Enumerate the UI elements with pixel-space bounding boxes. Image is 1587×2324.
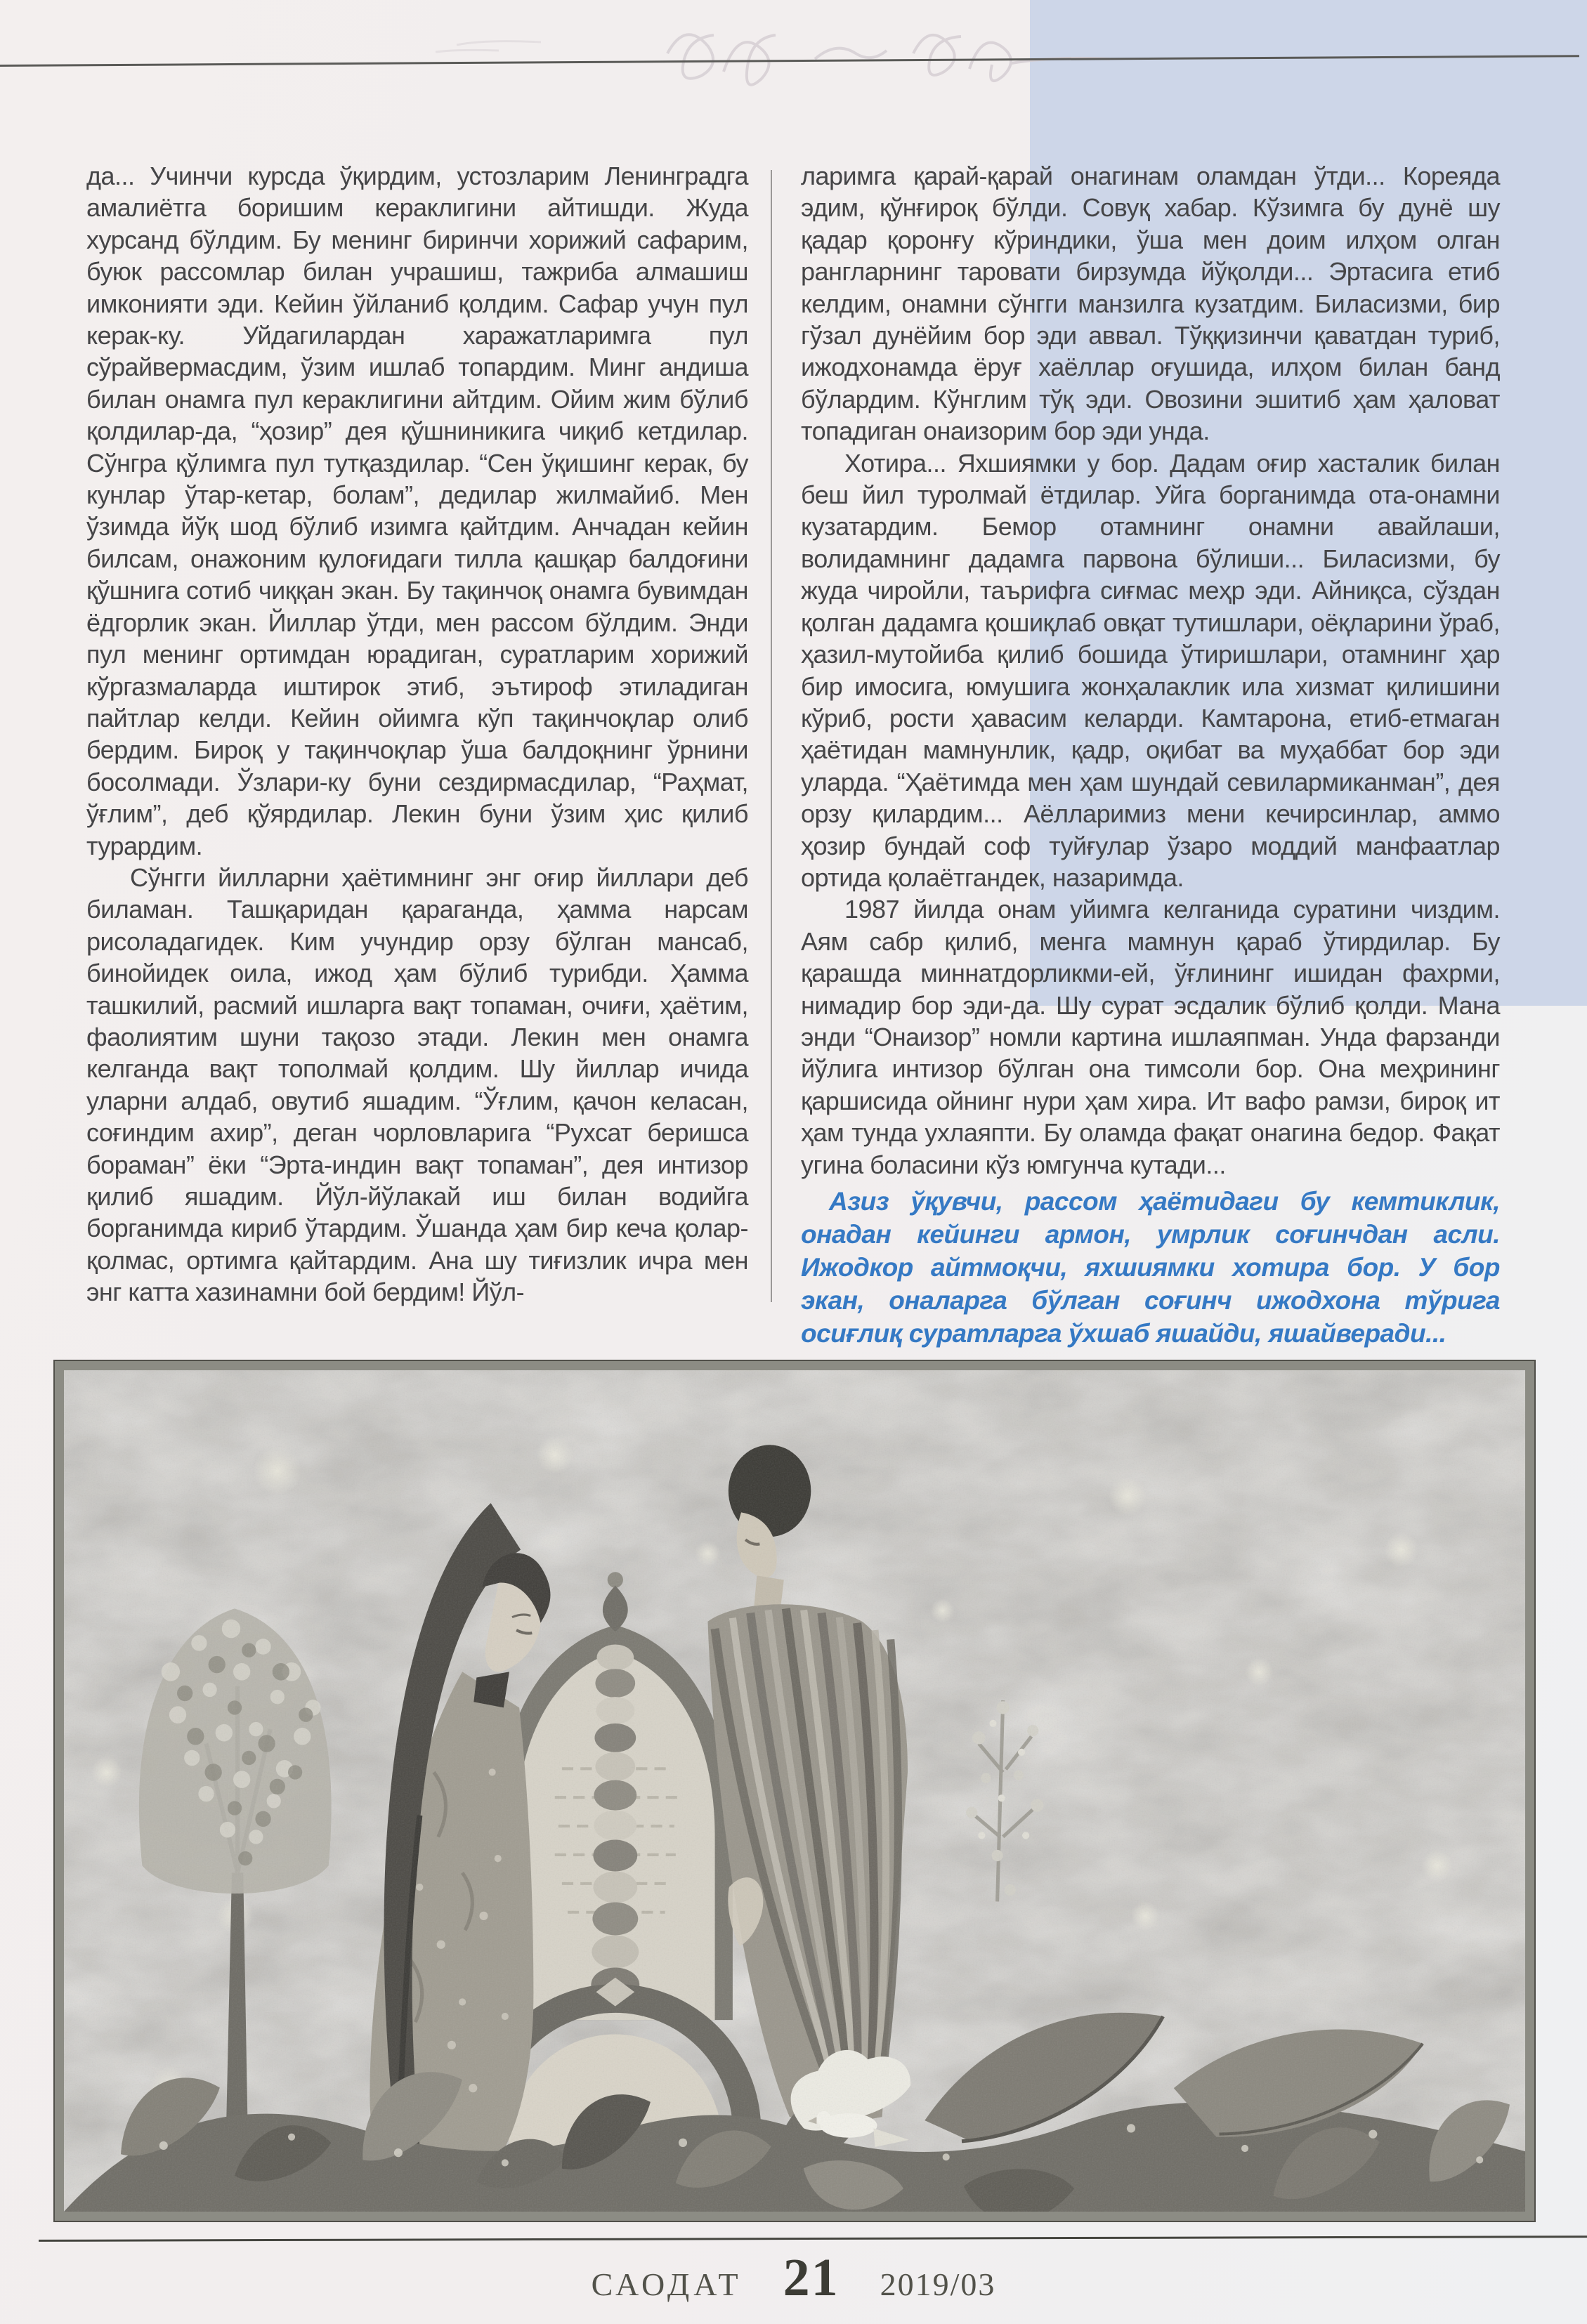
paragraph: Сўнгги йилларни ҳаётимнинг энг оғир йиллари деб биламан. Ташқаридан қараганда, ҳамма нарсам рисоладагидек. Ким учундир орзу бўлган мансаб, бинойидек оила, ижод ҳам бўлиб турибди. Ҳамма ташкилий, расмий ишларга вақт топаман, очиғи, ҳаётим, фаолиятим шуни тақозо этади. Лекин мен онамга келганда вақт тополмай қолдим. Шу йиллар ичида уларни алдаб, овутиб яшадим. “Ўғлим, қачон келасан, соғиндим ахир”, деган чорловларига “Рухсат беришса бораман” ёки “Эрта-индин вақт топаман”, дея интизор қилиб яшадим. Йўл-йўлакай иш билан водийга борганимда кириб ўтардим. Ўшанда ҳам бир кеча қолар-қолмас, ортимга қайтардим. Ана шу тиғизлик ичра мен энг катта хазинамни бой бердим! Йўл- bbox=[86, 862, 748, 1307]
pencil-scribble bbox=[393, 4, 1201, 96]
paragraph: Хотира... Яхшиямки у бор. Дадам оғир хасталик билан беш йил туролмай ётдилар. Уйга борганимда ота-онамни кузатардим. Бемор отамнинг онамни авайлаши, волидамнинг дадамга парвона бўлиши... Биласизми, бу жуда чиройли, таърифга сиғмас меҳр эди. Айниқса, сўздан қолган дадамга қошиқлаб овқат тутишлари, оёқларини ўраб, ҳазил-мутойиба қилиб бошида ўтиришлари, отамнинг ҳар бир имосига, юмушига жонҳалаклик ила хизмат қилишини кўриб, рости ҳавасим келарди. Камтарона, етиб-етмаган ҳаётидан мамнунлик, қадр, оқибат ва муҳаббат бор эди уларда. “Ҳаётимда мен ҳам шундай севилармиканман”, дея орзу қилардим... Аёлларимиз мени кечирсинлар, аммо ҳозир бундай соф туйғулар ўзаро моддий манфаатлар ортида қолаётгандек, назаримда. bbox=[801, 448, 1500, 892]
page-number: 21 bbox=[783, 2248, 840, 2307]
article-left-column bbox=[86, 160, 748, 1308]
footer-rule bbox=[39, 2236, 1587, 2242]
magazine-title: САОДАТ bbox=[591, 2266, 743, 2302]
column-divider bbox=[771, 170, 772, 1302]
paragraph: ларимга қарай-қарай онагинам оламдан ўтди... Кореяда эдим, қўнғироқ бўлди. Совуқ хабар. Кўзимга бу дунё шу қадар қоронғу кўриндики, ўша мен доим илҳом олган рангларнинг таровати бирзумда йўқолди... Эртасига етиб келдим, онамни сўнгги манзилга кузатдим. Биласизми, бир гўзал дунёйим бор эди аввал. Тўққизинчи қаватдан туриб, ижодхонамда ёруғ хаёллар оғушида, илҳом билан банд бўлардим. Кўнглим тўқ эди. Овозини эшитиб ҳам ҳаловат топадиган онаизорим бор эди унда. bbox=[801, 162, 1500, 446]
paragraph: 1987 йилда онам уйимга келганида суратини чиздим. Аям сабр қилиб, менга мамнун қараб ўтирдилар. Бу қарашда миннатдорликми-ей, ўғлининг ишидан фахрми, нимадир бор эди-да. Шу сурат эсдалик бўлиб қолди. Мана энди “Онаизор” номли картина ишлаяпман. Унда фарзанди йўлига интизор бўлган она тимсоли бор. Она меҳрининг қаршисида ойнинг нури ҳам хира. Ит вафо рамзи, бироқ ит ҳам тунда ухлаяпти. Бу оламда фақат онагина бедор. Фақат угина боласини кўз юмгунча кутади... bbox=[801, 895, 1500, 1179]
paragraph: да... Учинчи курсда ўқирдим, устозларим Ленинградга амалиётга боришим кераклигини айтишди. Жуда хурсанд бўлдим. Бу менинг биринчи хорижий сафарим, буюк рассомлар билан учрашиш, тажриба алмашиш имконияти эди. Кейин ўйланиб қолдим. Сафар учун пул керак-ку. Уйдагилардан харажатларимга пул сўрайвермасдим, ўзим ишлаб топардим. Минг андиша билан онамга пул кераклигини айтдим. Ойим жим бўлиб қолдилар-да, “ҳозир” дея қўшниникига чиқиб кетдилар. Сўнгра қўлимга пул тутқаздилар. “Сен ўқишинг керак, бу кунлар ўтар-кетар, болам”, дедилар жилмайиб. Мен ўзимда йўқ шод бўлиб изимга қайтдим. Анчадан кейин билсам, онажоним қулоғидаги тилла қашқар балдоғини қўшнига сотиб чиққан экан. Бу тақинчоқ онамга бувимдан ёдгорлик экан. Йиллар ўтди, мен рассом бўлдим. Энди пул менинг ортимдан юрадиган, суратларим хорижий кўргазмаларда иштирок этиб, эътироф этиладиган пайтлар келди. Кейин ойимга кўп тақинчоқлар олиб бердим. Бироқ у тақинчоқлар ўша балдоқнинг ўрнини босолмади. Ўзлари-ку буни сездирмасдилар, “Раҳмат, ўғлим”, деб қўярдилар. Лекин буни ўзим ҳис қилиб турардим. bbox=[86, 162, 748, 860]
article-right-column bbox=[801, 160, 1500, 1400]
artwork-painting bbox=[64, 1370, 1525, 2212]
footer bbox=[0, 2247, 1587, 2309]
artwork-frame bbox=[55, 1361, 1534, 2221]
issue-number: 2019/03 bbox=[880, 2266, 996, 2302]
editor-callout: Азиз ўқувчи, рассом ҳаётидаги бу кемтиклик, онадан кейинги армон, умрлик соғинчдан асли. Ижодкор айтмоқчи, яхшиямки хотира бор. У бор экан, оналарга бўлган соғинч ижодхона тўрига осиғлиқ суратларга ўхшаб яшайди, яшайверади... bbox=[801, 1187, 1500, 1348]
